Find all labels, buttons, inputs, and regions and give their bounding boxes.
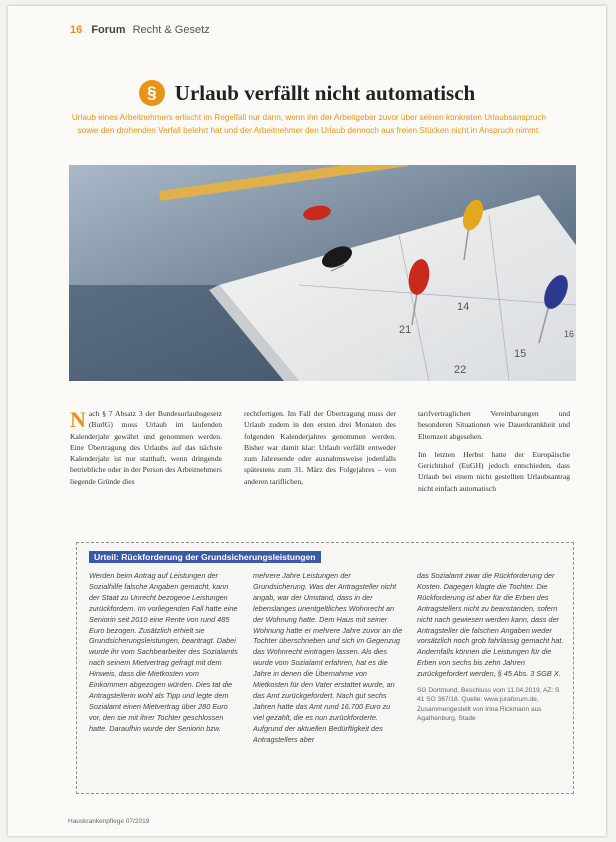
body-column-2 bbox=[244, 408, 396, 494]
page-number: 16 bbox=[70, 24, 83, 36]
calendar-label: 16 bbox=[564, 329, 575, 339]
calendar-label: 22 bbox=[454, 364, 467, 376]
title-row bbox=[8, 80, 606, 106]
verdict-text: das Sozialamt zwar die Rückforderung der Kosten. Dagegen klagte die Tochter. Die Rückforderung ist aber für die Erben des Antragstellers nicht zu beanstanden, sofern nicht nach gewiesen werden kann, dass der Antragsteller die falschen Angaben weder vorsätzlich noch grob fahrlässig gemacht hat. Andernfalls können die Leistungen für die Erben von sechs bis zehn Jahren zurückgefordert werden, § 45 Abs. 3 SGB X. bbox=[417, 571, 564, 679]
category-name: Recht & Gesetz bbox=[132, 24, 210, 36]
magazine-page bbox=[8, 6, 606, 836]
calendar-label: 21 bbox=[399, 324, 412, 336]
body-column-3 bbox=[418, 408, 570, 501]
calendar-label: 15 bbox=[514, 348, 527, 360]
body-text: ach § 7 Absatz 3 der Bundesurlaubsgesetz (BurlG) muss Urlaub im laufenden Kalenderjahr gewährt und genommen werden. Eine Übertragung des Urlaubs auf das nächste Kalenderjahr ist nur statthaft, wenn dringende betriebliche oder in der Person des Arbeitnehmers liegende Gründe dies bbox=[70, 409, 222, 486]
verdict-text: mehrere Jahre Leistungen der Grundsicherung. Was der Antragsteller nicht angab, war der Umstand, dass in der lebenslanges unentgeltliches Wohnrecht an der Wohnung hatte. Dem Haus mit seiner Wohnung hatte er mehrere Jahre zuvor an die Tochter überschrieben und sich im Gegenzug das Wohnrecht eintragen lassen. Als dies wurde vom Sozialamt erfahren, hat es die Jahre in denen die Übernahme von Mietkosten für den Vater erstattet wurde, an das Amt zurückgefordert. Nach gut sechs Jahren hatte das Amt rund 16.700 Euro zu viel gezahlt, die es nun zurückforderte. Aufgrund der aktuellen Bedürftigkeit des Antragstellers aber bbox=[253, 571, 403, 744]
running-header bbox=[70, 24, 210, 36]
drop-cap: N bbox=[70, 407, 86, 432]
body-column-1 bbox=[70, 408, 222, 494]
section-name: Forum bbox=[91, 24, 126, 36]
verdict-box bbox=[76, 542, 574, 794]
verdict-text: Werden beim Antrag auf Leistungen der Sozialhilfe falsche Angaben gemacht, kann der Staat zu Unrecht bezogene Leistungen zurückfordern. Im vorliegenden Fall hatte eine Seniorin seit 2010 eine Rente von rund 485 Euro bezogen. Zusätzlich erhielt sie Grundsicherungsleistungen, beantragt. Dabei wurde ihr vom Sachbearbeiter des Sozialamts nach seinem Mietvertrag gefragt mit dem Hinweis, dass die Mietkosten vom Einkommen abgezogen würden. Dies tat die Antragstellerin wohl als Tipp und legte dem Sozialamt einen Mietvertrag über 280 Euro vor, den sie mit ihrer Tochter geschlossen hatte. Daraufhin wurde der Seniorin bzw. bbox=[89, 571, 238, 733]
verdict-column-1 bbox=[89, 571, 239, 741]
article-lead: Urlaub eines Arbeitnehmers erlischt im Regelfall nur dann, wenn ihn der Arbeitgeber zuvor über seinen konkreten Urlaubsanspruch sowie den drohenden Verfall belehrt hat und der Arbeitnehmer den Urlaub dennoch aus freien Stücken nicht in Anspruch nimmt. bbox=[71, 113, 547, 135]
verdict-box-heading: Urteil: Rückforderung der Grundsicherungsleistungen bbox=[89, 551, 321, 563]
body-text: tarifvertraglichen Vereinbarungen und besonderen Situationen wie Dauerkrankheit und Elternzeit abgesehen. bbox=[418, 409, 570, 441]
verdict-column-3 bbox=[417, 571, 567, 730]
verdict-source: SG Dortmund, Beschluss vom 11.04.2019, AZ: S 41 SO 367/18. Quelle: www.juraforum.de, Zusammengestellt von Irina Rickmann aus Agathenburg, Stade bbox=[417, 687, 560, 723]
verdict-column-2 bbox=[253, 571, 403, 752]
calendar-label: 14 bbox=[457, 301, 470, 313]
article-title: Urlaub verfällt nicht automatisch bbox=[174, 80, 476, 105]
paragraph-icon: § bbox=[139, 80, 165, 106]
body-text: Im letzten Herbst hatte der Europäische Gerichtshof (EuGH) jedoch entschieden, dass Urlaub bei einem nicht gestellten Urlaubsantrag nicht einfach automatisch bbox=[418, 449, 570, 493]
body-text: rechtfertigen. Im Fall der Übertragung muss der Urlaub zudem in den ersten drei Monaten des folgenden Kalenderjahres genommen werden. Bisher war damit klar: Urlaub verfällt entweder zum Jahresende oder ausnahmsweise jedenfalls spätestens zum 31. März des Folgejahres – von anderen tariflichen, bbox=[244, 409, 396, 486]
calendar-pins-photo bbox=[69, 165, 576, 381]
page-footer: Hauskrankenpflege 07/2019 bbox=[68, 818, 150, 825]
